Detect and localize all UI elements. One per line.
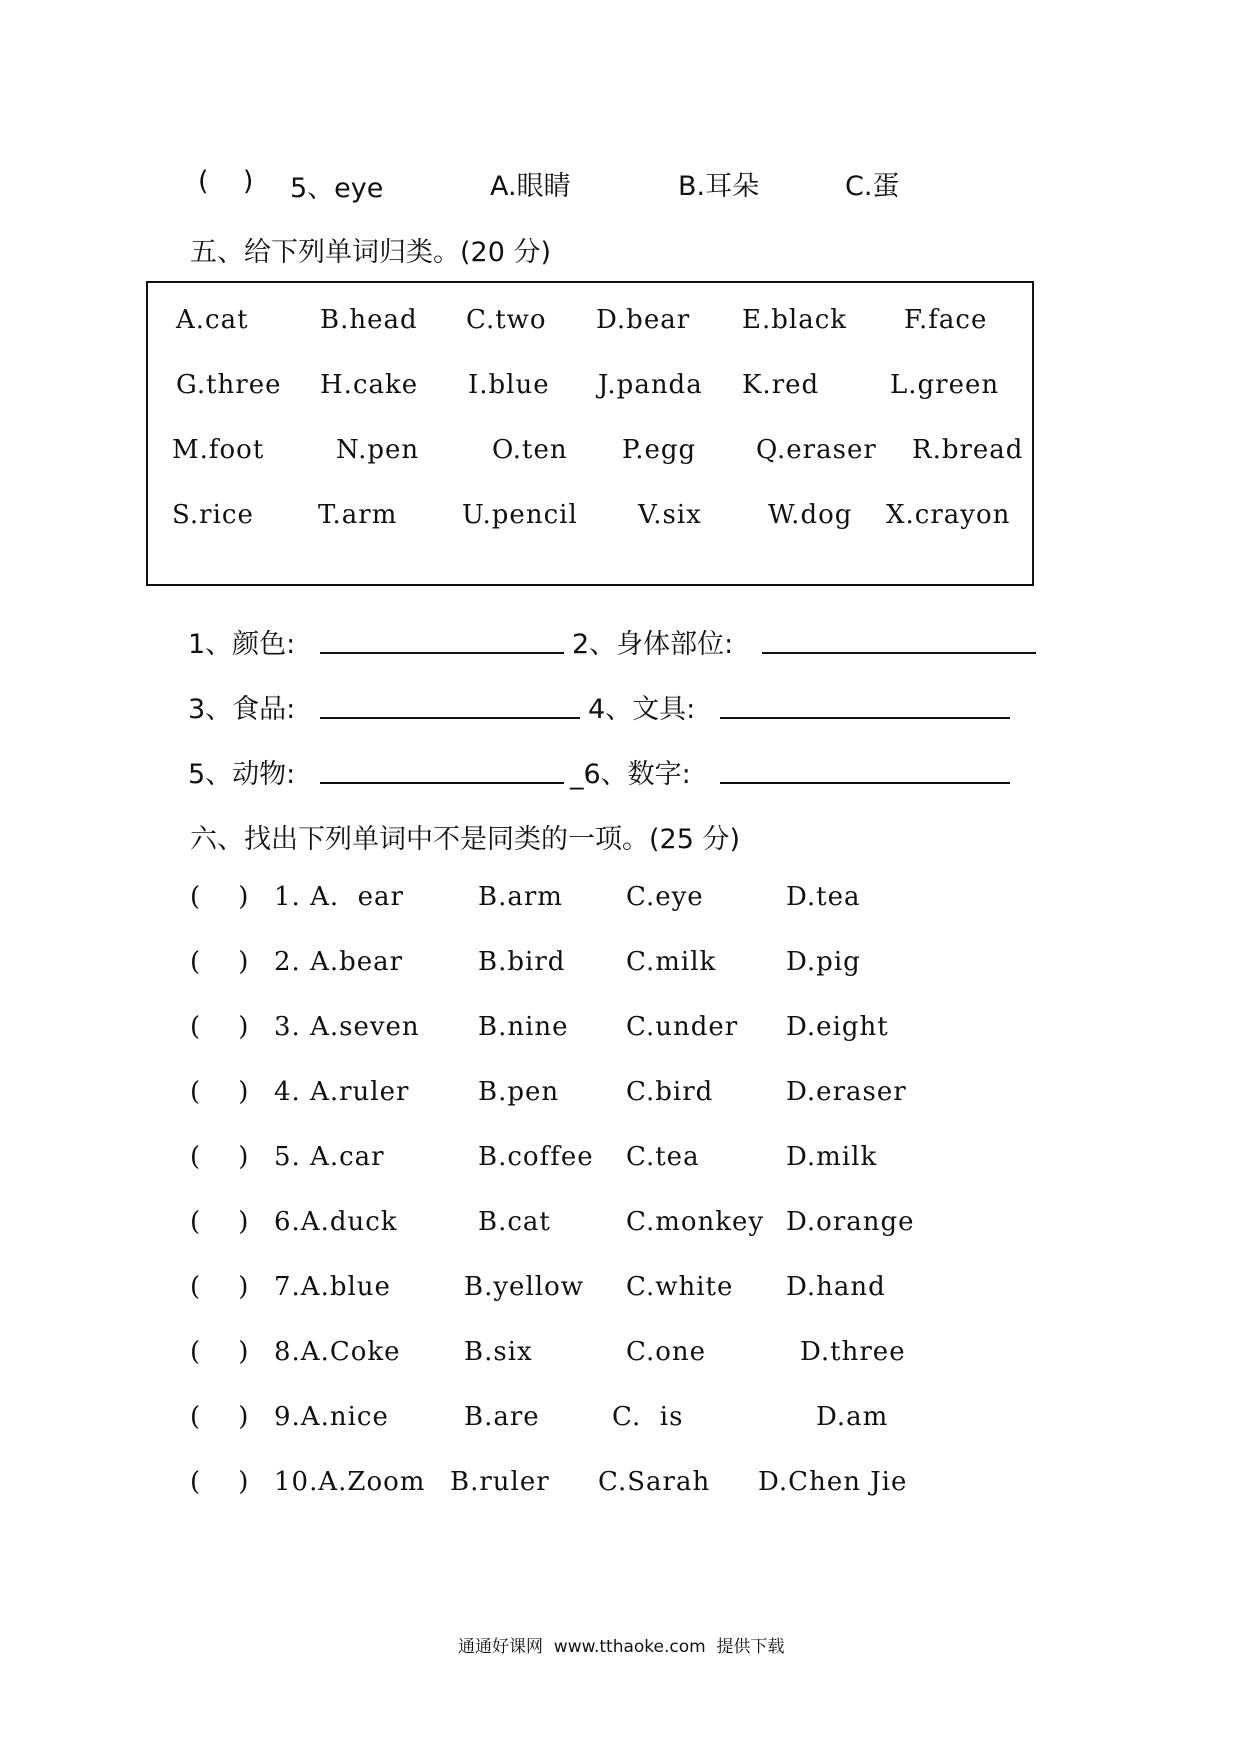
category-label: 5、动物: bbox=[188, 759, 296, 790]
item-option-d: D.orange bbox=[786, 1207, 915, 1237]
answer-blank[interactable] bbox=[320, 717, 580, 719]
item-option-d: D.am bbox=[816, 1402, 889, 1432]
item-option-b: B.coffee bbox=[478, 1142, 594, 1172]
item-option-a: 1. A. ear bbox=[274, 882, 404, 912]
word-item: T.arm bbox=[318, 500, 398, 530]
footer-text: 通通好课网 www.tthaoke.com 提供下载 bbox=[458, 1637, 785, 1657]
word-item: O.ten bbox=[492, 435, 568, 465]
category-label: 4、文具: bbox=[588, 694, 696, 725]
item-option-b: B.are bbox=[464, 1402, 540, 1432]
item-option-d: D.milk bbox=[786, 1142, 878, 1172]
item-option-a: 5. A.car bbox=[274, 1142, 385, 1172]
answer-paren[interactable]: ( ) bbox=[190, 1142, 250, 1172]
item-option-d: D.three bbox=[800, 1337, 906, 1367]
answer-blank[interactable] bbox=[720, 717, 1010, 719]
item-option-a: 3. A.seven bbox=[274, 1012, 420, 1042]
word-item: D.bear bbox=[596, 305, 691, 335]
item-option-c: C.eye bbox=[626, 882, 704, 912]
item-option-b: B.six bbox=[464, 1337, 533, 1367]
item-option-c: C.tea bbox=[626, 1142, 700, 1172]
answer-blank[interactable] bbox=[320, 782, 564, 784]
item-option-c: C.white bbox=[626, 1272, 734, 1302]
answer-blank[interactable] bbox=[320, 652, 564, 654]
word-item: A.cat bbox=[176, 305, 249, 335]
q5-option-b: B.耳朵 bbox=[678, 171, 760, 202]
item-option-d: D.tea bbox=[786, 882, 861, 912]
section5-title: 五、给下列单词归类。(20 分) bbox=[190, 237, 552, 268]
word-item: E.black bbox=[742, 305, 848, 335]
answer-paren[interactable]: ( ) bbox=[190, 882, 250, 912]
answer-blank[interactable] bbox=[720, 782, 1010, 784]
item-option-d: D.eraser bbox=[786, 1077, 907, 1107]
item-option-d: D.hand bbox=[786, 1272, 886, 1302]
q5-option-c: C.蛋 bbox=[845, 171, 900, 202]
word-item: J.panda bbox=[598, 370, 703, 400]
item-option-c: C. is bbox=[612, 1402, 684, 1432]
item-option-a: 2. A.bear bbox=[274, 947, 404, 977]
item-option-d: D.pig bbox=[786, 947, 861, 977]
item-option-a: 4. A.ruler bbox=[274, 1077, 410, 1107]
item-option-b: B.arm bbox=[478, 882, 563, 912]
item-option-c: C.one bbox=[626, 1337, 707, 1367]
q5-question: 5、eye bbox=[290, 173, 384, 204]
word-item: W.dog bbox=[768, 500, 853, 530]
answer-paren[interactable]: ( ) bbox=[190, 1272, 250, 1302]
word-item: V.six bbox=[638, 500, 702, 530]
answer-paren[interactable]: ( ) bbox=[190, 1402, 250, 1432]
item-option-b: B.yellow bbox=[464, 1272, 584, 1302]
item-option-b: B.bird bbox=[478, 947, 566, 977]
answer-paren[interactable]: ( ) bbox=[190, 1077, 250, 1107]
word-item: K.red bbox=[742, 370, 820, 400]
item-option-c: C.under bbox=[626, 1012, 739, 1042]
word-item: L.green bbox=[890, 370, 1000, 400]
category-label: 1、颜色: bbox=[188, 629, 296, 660]
word-box bbox=[146, 281, 1034, 586]
word-item: N.pen bbox=[336, 435, 420, 465]
word-item: P.egg bbox=[622, 435, 697, 465]
word-item: M.foot bbox=[172, 435, 265, 465]
item-option-a: 8.A.Coke bbox=[274, 1337, 401, 1367]
answer-paren[interactable]: ( ) bbox=[190, 1012, 250, 1042]
word-item: S.rice bbox=[172, 500, 254, 530]
word-item: C.two bbox=[466, 305, 547, 335]
item-option-b: B.ruler bbox=[450, 1467, 550, 1497]
item-option-b: B.nine bbox=[478, 1012, 569, 1042]
item-option-a: 10.A.Zoom bbox=[274, 1467, 426, 1497]
section6-title: 六、找出下列单词中不是同类的一项。(25 分) bbox=[190, 824, 741, 855]
item-option-d: D.eight bbox=[786, 1012, 889, 1042]
word-item: Q.eraser bbox=[756, 435, 877, 465]
answer-paren[interactable]: ( ) bbox=[190, 1467, 250, 1497]
word-item: F.face bbox=[904, 305, 988, 335]
answer-blank[interactable] bbox=[762, 652, 1036, 654]
item-option-c: C.Sarah bbox=[598, 1467, 711, 1497]
answer-paren[interactable]: ( ) bbox=[190, 1337, 250, 1367]
item-option-d: D.Chen Jie bbox=[758, 1467, 908, 1497]
category-label: 3、食品: bbox=[188, 694, 296, 725]
item-option-c: C.bird bbox=[626, 1077, 714, 1107]
item-option-c: C.milk bbox=[626, 947, 717, 977]
word-item: H.cake bbox=[320, 370, 419, 400]
item-option-b: B.pen bbox=[478, 1077, 560, 1107]
item-option-a: 9.A.nice bbox=[274, 1402, 389, 1432]
word-item: G.three bbox=[176, 370, 282, 400]
item-option-a: 6.A.duck bbox=[274, 1207, 398, 1237]
word-item: R.bread bbox=[912, 435, 1024, 465]
word-item: B.head bbox=[320, 305, 418, 335]
item-option-b: B.cat bbox=[478, 1207, 551, 1237]
q5-option-a: A.眼睛 bbox=[490, 171, 571, 202]
word-item: I.blue bbox=[468, 370, 550, 400]
answer-paren[interactable]: ( ) bbox=[190, 1207, 250, 1237]
answer-paren[interactable]: ( ) bbox=[190, 947, 250, 977]
item-option-c: C.monkey bbox=[626, 1207, 765, 1237]
item-option-a: 7.A.blue bbox=[274, 1272, 391, 1302]
category-label: _6、数字: bbox=[570, 759, 691, 790]
word-item: X.crayon bbox=[886, 500, 1011, 530]
word-item: U.pencil bbox=[462, 500, 578, 530]
category-label: 2、身体部位: bbox=[572, 629, 734, 660]
q5-paren: ( ) bbox=[198, 166, 254, 197]
